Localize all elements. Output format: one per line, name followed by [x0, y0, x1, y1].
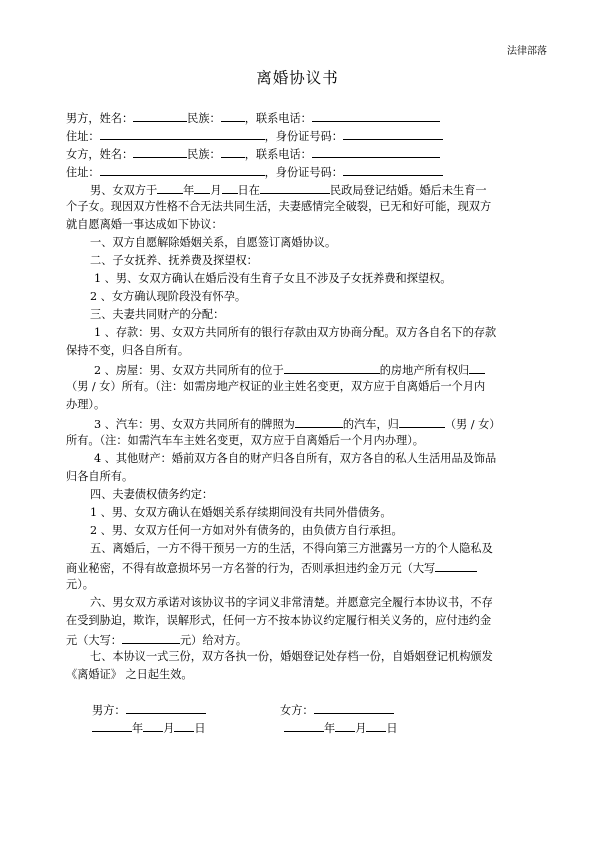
property-location-blank[interactable] [284, 362, 380, 374]
female-signature-line: 女方： [280, 702, 394, 718]
source-tag: 法律部落 [507, 46, 547, 57]
male-signature-blank[interactable] [126, 702, 206, 714]
female-month-blank[interactable] [335, 720, 355, 732]
section-5-line-3: 元）。 [66, 578, 94, 591]
section-3-item-3-line-2: 所有。（注：如需汽车车主姓名变更，双方应于自离婚后一个月内办理）。 [66, 434, 424, 447]
section-6-line-3: 元（大写： 元）给对方。 [66, 634, 248, 647]
section-5-line-2: 商业秘密，不得有故意损坏另一方名誉的行为，否则承担违约金万元（大写 [66, 560, 546, 576]
intro-line-3: 就自愿离婚一事达成如下协议： [66, 218, 223, 231]
section-3-item-4-line-1: 4 、其他财产：婚前双方各自的财产归各自所有，双方各自的私人生活用品及饰品 [94, 452, 497, 465]
car-owner-blank[interactable] [399, 416, 445, 428]
section-6-line-2: 在受到胁迫，欺诈，误解形式，任何一方不按本协议约定履行相关义务的，应付违约金 [66, 614, 492, 627]
section-6-line-1: 六、男女双方承诺对该协议书的字词义非常清楚。并愿意完全履行本协议书，不存 [90, 596, 493, 609]
section-1: 一、双方自愿解除婚姻关系，自愿签订离婚协议。 [90, 236, 337, 249]
female-info-line: 女方，姓名： 民族： ，联系电话： [66, 146, 546, 162]
male-date-line: 年 月 日 [92, 720, 206, 736]
female-address-blank[interactable] [100, 164, 265, 176]
male-year-blank[interactable] [92, 720, 132, 732]
section-3-item-2-line-2: （男 / 女）所有。（注：如需房地产权证的业主姓名变更，双方应于自离婚后一个月内 [66, 380, 486, 393]
section-3-heading: 三、夫妻共同财产的分配： [90, 308, 225, 321]
section-3-item-1-line-1: 1 、存款：男、女双方共同所有的银行存款由双方协商分配。双方各自名下的存款 [94, 326, 497, 339]
female-day-blank[interactable] [366, 720, 386, 732]
marriage-year-blank[interactable] [157, 182, 183, 194]
section-2-item-2: 2 、女方确认现阶段没有怀孕。 [90, 290, 247, 303]
male-phone-blank[interactable] [312, 110, 440, 122]
penalty-amount-blank-2[interactable] [122, 632, 180, 644]
section-4-heading: 四、夫妻债权债务约定： [90, 488, 214, 501]
car-plate-blank[interactable] [295, 416, 343, 428]
male-info-line: 男方，姓名： 民族： ，联系电话： [66, 110, 546, 126]
section-4-item-2: 2 、男、女双方任何一方如对外有债务的，由负债方自行承担。 [90, 524, 403, 537]
female-address-line: 住址： ，身份证号码： [66, 164, 546, 180]
female-signature-blank[interactable] [314, 702, 394, 714]
document-title: 离婚协议书 [256, 69, 339, 87]
female-year-blank[interactable] [284, 720, 324, 732]
section-7-line-1: 七、本协议一式三份，双方各执一份，婚姻登记处存档一份，自婚姻登记机构颁发 [90, 650, 493, 663]
intro-line-2: 个子女。现因双方性格不合无法共同生活，夫妻感情完全破裂，已无和好可能，现双方 [66, 200, 492, 213]
male-address-blank[interactable] [100, 128, 265, 140]
section-3-item-2-line-3: 办理）。 [66, 398, 106, 411]
section-2-heading: 二、子女抚养、抚养费及探望权： [90, 254, 258, 267]
female-ethnicity-blank[interactable] [221, 146, 245, 158]
male-address-line: 住址： ，身份证号码： [66, 128, 546, 144]
female-id-blank[interactable] [343, 164, 443, 176]
intro-line-1: 男、女双方于 年 月 日在 民政局登记结婚。婚后未生育一 [90, 184, 487, 197]
section-3-item-1-line-2: 保持不变，归各自所有。 [66, 344, 190, 357]
male-ethnicity-blank[interactable] [221, 110, 245, 122]
male-signature-line: 男方： [92, 702, 206, 718]
female-phone-blank[interactable] [312, 146, 440, 158]
section-7-line-2: 《离婚证》 之日起生效。 [66, 668, 193, 681]
male-id-blank[interactable] [343, 128, 443, 140]
section-3-item-4-line-2: 归各自所有。 [66, 470, 134, 483]
male-day-blank[interactable] [174, 720, 194, 732]
female-date-line: 年 月 日 [284, 720, 398, 736]
marriage-month-blank[interactable] [194, 182, 210, 194]
male-name-blank[interactable] [133, 110, 187, 122]
section-3-item-2-line-1: 2 、房屋：男、女双方共同所有的位于 的房地产所有权归 [94, 362, 546, 378]
section-4-item-1: 1 、男、女双方确认在婚姻关系存续期间没有共同外借债务。 [90, 506, 392, 519]
section-2-item-1: 1 、男、女双方确认在婚后没有生育子女且不涉及子女抚养费和探望权。 [94, 272, 452, 285]
section-3-item-3-line-1: 3 、汽车：男、女双方共同所有的牌照为 的汽车，归 （男 / 女） [94, 418, 501, 431]
property-owner-blank[interactable] [469, 362, 485, 374]
registry-blank[interactable] [260, 182, 330, 194]
female-name-blank[interactable] [133, 146, 187, 158]
marriage-day-blank[interactable] [222, 182, 238, 194]
penalty-amount-blank-1[interactable] [435, 560, 477, 572]
male-month-blank[interactable] [143, 720, 163, 732]
section-5-line-1: 五、离婚后，一方不得干预另一方的生活，不得向第三方泄露另一方的个人隐私及 [90, 542, 493, 555]
